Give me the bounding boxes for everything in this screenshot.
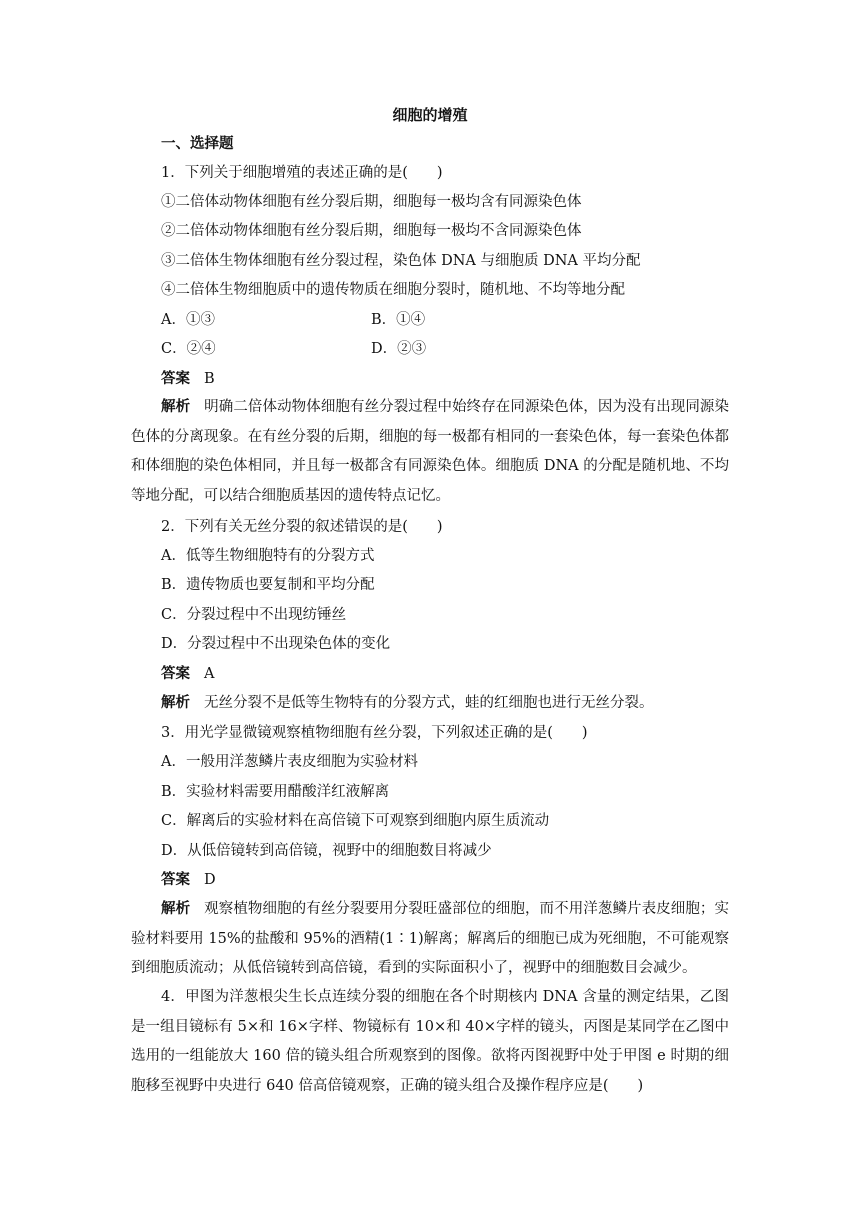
- q1-item-3: ③二倍体生物体细胞有丝分裂过程，染色体 DNA 与细胞质 DNA 平均分配: [161, 253, 641, 269]
- q3-option-b: B．实验材料需要用醋酸洋红液解离: [161, 784, 390, 800]
- q2-answer: [161, 664, 214, 684]
- answer-value: B: [204, 371, 215, 387]
- q2-option-c: C．分裂过程中不出现纺锤丝: [161, 607, 347, 623]
- q4-stem: 4．甲图为洋葱根尖生长点连续分裂的细胞在各个时期核内 DNA 含量的测定结果，乙图是一组目镜标有 5×和 16×字样、物镜标有 10×和 40×字样的镜头，丙图是某同学在乙图中选用的一组能放大 160 倍的镜头组合所观察到的图像。欲将丙图视野中处于甲图 e 时期的细胞移至视野中央进行 640 倍高倍镜观察，正确的镜头组合及操作程序应是( ): [131, 989, 729, 1094]
- q2-analysis: [161, 693, 654, 713]
- q1-option-c: C．②④: [161, 341, 216, 357]
- q3-option-d: D．从低倍镜转到高倍镜，视野中的细胞数目将减少: [161, 843, 492, 859]
- q1-item-4: ④二倍体生物细胞质中的遗传物质在细胞分裂时，随机地、不均等地分配: [161, 282, 625, 298]
- answer-value: D: [204, 872, 216, 888]
- q3-option-a: A．一般用洋葱鳞片表皮细胞为实验材料: [161, 754, 418, 770]
- q1-option-d: D．②③: [371, 341, 427, 357]
- q2-option-d: D．分裂过程中不出现染色体的变化: [161, 636, 391, 652]
- q3-answer: [161, 870, 216, 890]
- analysis-label: 解析: [161, 901, 191, 917]
- analysis-text: 无丝分裂不是低等生物特有的分裂方式，蛙的红细胞也进行无丝分裂。: [204, 695, 654, 711]
- q2-stem: 2．下列有关无丝分裂的叙述错误的是( ): [161, 519, 443, 535]
- answer-label: 答案: [161, 666, 190, 682]
- q2-option-b: B．遗传物质也要复制和平均分配: [161, 577, 375, 593]
- q2-option-a: A．低等生物细胞特有的分裂方式: [161, 548, 375, 564]
- q3-option-c: C．解离后的实验材料在高倍镜下可观察到细胞内原生质流动: [161, 813, 550, 829]
- analysis-label: 解析: [161, 695, 190, 711]
- page-title: 细胞的增殖: [392, 106, 468, 124]
- q1-item-2: ②二倍体动物体细胞有丝分裂后期，细胞每一极均不含同源染色体: [161, 223, 582, 239]
- q1-option-a: A．①③: [161, 312, 215, 328]
- analysis-text: 明确二倍体动物体细胞有丝分裂过程中始终存在同源染色体，因为没有出现同源染色体的分离现象。在有丝分裂的后期，细胞的每一极都有相同的一套染色体，每一套染色体都和体细胞的染色体相同，并且每一极都含有同源染色体。细胞质 DNA 的分配是随机地、不均等地分配，可以结合细胞质基因的遗传特点记忆。: [131, 399, 730, 504]
- answer-value: A: [204, 666, 215, 682]
- q1-analysis: [131, 393, 729, 511]
- q1-stem: 1．下列关于细胞增殖的表述正确的是( ): [161, 165, 443, 181]
- q1-answer: [161, 369, 215, 389]
- q1-option-b: B．①④: [371, 312, 426, 328]
- answer-label: 答案: [161, 872, 190, 888]
- section-heading: 一、选择题: [161, 136, 234, 152]
- q3-stem: 3．用光学显微镜观察植物细胞有丝分裂，下列叙述正确的是( ): [161, 725, 588, 741]
- answer-label: 答案: [161, 371, 190, 387]
- analysis-text: 观察植物细胞的有丝分裂要用分裂旺盛部位的细胞，而不用洋葱鳞片表皮细胞；实验材料要用 15%的盐酸和 95%的酒精(1∶1)解离；解离后的细胞已成为死细胞，不可能观察到细胞质流动；从低倍镜转到高倍镜，看到的实际面积小了，视野中的细胞数目会减少。: [131, 901, 730, 976]
- analysis-label: 解析: [161, 399, 191, 415]
- q3-analysis: [131, 895, 729, 984]
- q1-item-1: ①二倍体动物体细胞有丝分裂后期，细胞每一极均含有同源染色体: [161, 194, 582, 210]
